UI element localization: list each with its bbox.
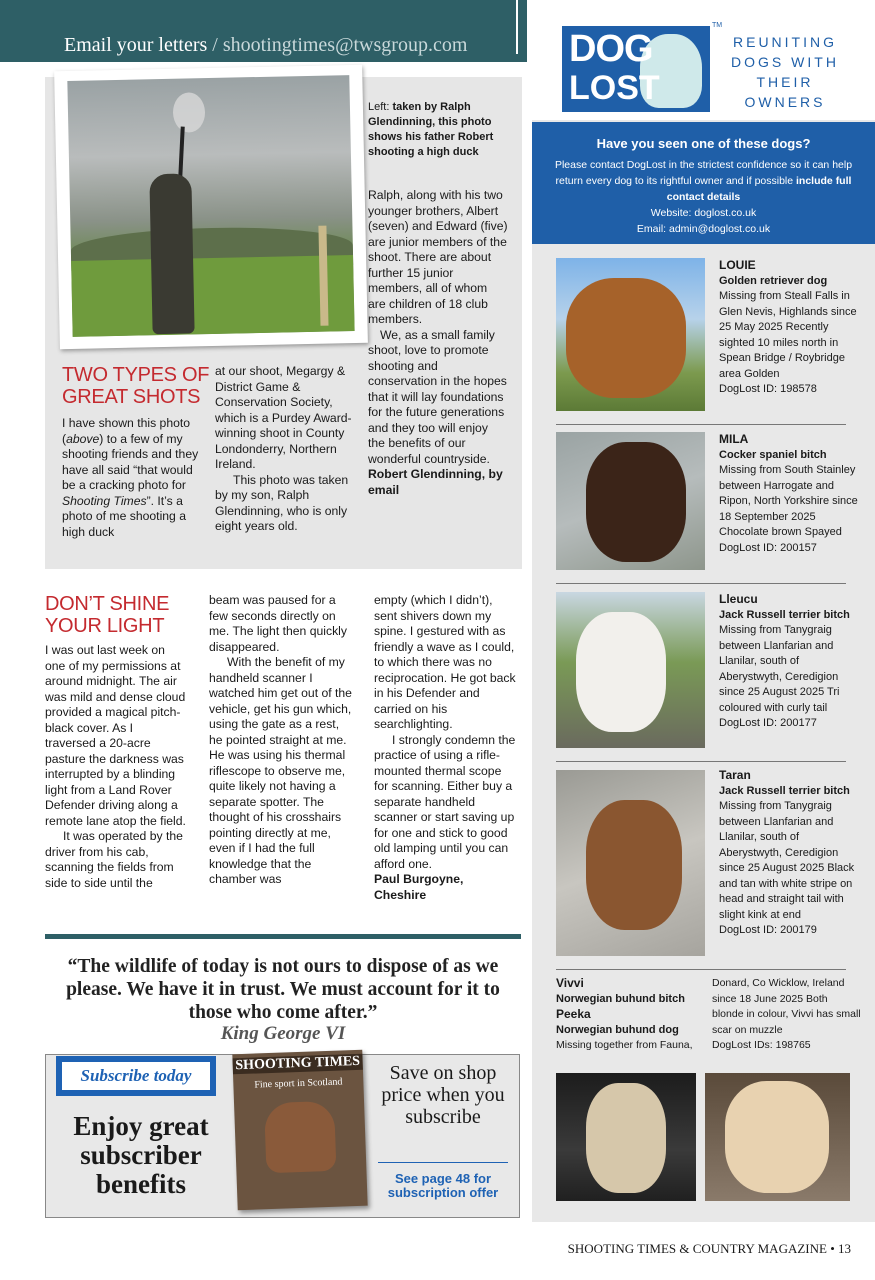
dog-entry-louie xyxy=(719,258,861,398)
letter1-col1 xyxy=(62,416,206,540)
section-divider xyxy=(45,934,521,939)
letter2-col1-para1: I was out last week on one of my permissions at around midnight. The air was mild and dense cloud provided a magical pitch-black cover. As I traversed a 20-acre pasture the darkness was interrupted by a blinding light from a Land Rover Defender driving along a remote lane atop the field. xyxy=(45,643,186,828)
quote-attribution: King George VI xyxy=(220,1023,346,1044)
dog-id: DogLost IDs: 198765 xyxy=(712,1039,811,1051)
photo-field xyxy=(71,255,355,337)
letter-photo-card xyxy=(54,65,368,349)
dog-divider xyxy=(556,969,846,970)
dog-breed: Jack Russell terrier bitch xyxy=(719,784,850,797)
letter2-col3-para1: empty (which I didn’t), sent shivers down my spine. I gestured with as friendly a wave as I could, to which there was no reciprocation. He got back in his Defender and carried on his searchlighting. xyxy=(374,593,516,731)
subscribe-tab-label[interactable]: Subscribe today xyxy=(80,1066,192,1085)
header-separator: / xyxy=(212,34,218,56)
letter1-col1-st: Shooting Times xyxy=(62,493,147,508)
subscribe-headline: Enjoy great subscriber benefits xyxy=(73,1111,209,1199)
buhund-image xyxy=(725,1081,829,1193)
dog-photo-vivvi xyxy=(556,1073,696,1201)
dog-breed: Cocker spaniel bitch xyxy=(719,448,827,461)
dog-details: Missing together from Fauna, xyxy=(556,1039,693,1051)
dog-entry-lleucu xyxy=(719,592,861,732)
doglost-email-link[interactable]: Email: admin@doglost.co.uk xyxy=(636,223,771,235)
letter1-col2 xyxy=(215,364,361,535)
letter2-col2-para2: With the benefit of my handheld scanner I watched him get out of the vehicle, get his gun which, using the gate as a rest, he pointed straight at me. He was using his thermal riflescope to observe me, quite likely not having a separate spotter. The thought of his crosshairs pointing directly at me, even if I had the full knowledge that the chamber was xyxy=(209,655,352,886)
appeal-text: Please contact DogLost in the strictest confidence so it can help return every dog to its rightful owner and if possible xyxy=(554,159,853,187)
dog-id: DogLost ID: 200157 xyxy=(719,541,817,554)
golden-retriever-image xyxy=(566,278,686,398)
letter2-col3-para2: I strongly condemn the practice of using a rifle-mounted thermal scope for scanning. Either buy a separate handheld scanner or start saving up for one and stick to good old lamping until you can afford one. xyxy=(374,732,516,871)
doglost-website-link[interactable]: Website: doglost.co.uk xyxy=(650,207,757,219)
dog-divider xyxy=(556,583,846,584)
dog-name: Taran xyxy=(719,768,751,782)
logo-trademark: TM xyxy=(712,22,723,29)
logo-dog-text: DOG xyxy=(569,28,653,70)
letter1-signature: Robert Glendinning, by email xyxy=(368,467,503,497)
dog-breed: Golden retriever dog xyxy=(719,274,828,287)
dog-name: Peeka xyxy=(556,1007,591,1021)
dog-photo-lleucu xyxy=(556,592,705,748)
dog-details: Donard, Co Wicklow, Ireland since 18 June 2025 Both blonde in colour, Vivvi has small scar on muzzle xyxy=(712,977,861,1036)
stag-image xyxy=(264,1101,336,1173)
dog-breed: Jack Russell terrier bitch xyxy=(719,608,850,621)
letter1-col1-a: I have shown this photo ( xyxy=(62,416,191,446)
header-divider xyxy=(516,0,518,54)
letter1-col3-para1: Ralph, along with his two younger brothers, Albert (seven) and Edward (five) are junior members of the shoot. There are about further 15 junior members, all of whom are children of 18 club members. xyxy=(368,188,508,326)
letter1-col3-para2: We, as a small family shoot, love to promote shooting and conservation in the hopes that it will lay foundations for the future generations and they too will enjoy the benefits of our wonderful countryside. xyxy=(368,327,507,466)
letter1-col2-para1: at our shoot, Megargy & District Game & Conservation Society, which is a Purdey Award-winning shoot in County Londonderry, Northern Ireland. xyxy=(215,364,352,471)
dog-breed: Norwegian buhund bitch xyxy=(556,992,685,1005)
dog-id: DogLost ID: 198578 xyxy=(719,383,817,395)
save-text: Save on shop price when you subscribe xyxy=(381,1062,505,1128)
dog-name: Lleucu xyxy=(719,592,758,606)
letter1-col1-b: ) to a few of my shooting friends and they have all said “that would be a cracking photo for xyxy=(62,431,199,492)
dog-entry-pair-right xyxy=(712,976,862,1054)
header-label: Email your letters xyxy=(64,34,208,56)
letter1-col3 xyxy=(368,188,508,498)
appeal-bold: include full contact details xyxy=(666,175,852,203)
cocker-spaniel-image xyxy=(586,442,686,562)
shooter-photo xyxy=(67,75,354,337)
letter2-col2-para1: beam was paused for a few seconds directly on me. The light then quickly disappeared. xyxy=(209,593,347,654)
buhund-image xyxy=(586,1083,666,1193)
letter1-col1-c: ”. It’s a photo of me shooting a high duck xyxy=(62,493,186,539)
dog-id: DogLost ID: 200179 xyxy=(719,924,817,936)
dog-photo-peeka xyxy=(705,1073,850,1201)
magazine-cover xyxy=(232,1050,367,1210)
magazine-subtitle: Fine sport in Scotland xyxy=(254,1076,343,1091)
dog-name: MILA xyxy=(719,432,749,446)
letter1-col1-above: above xyxy=(66,431,100,446)
letter2-signature: Paul Burgoyne, Cheshire xyxy=(374,872,464,902)
save-divider xyxy=(378,1162,508,1163)
header-email-link[interactable]: shootingtimes@twsgroup.com xyxy=(222,34,468,56)
caption-lead: Left: xyxy=(368,101,390,113)
letter2-col1-para2: It was operated by the driver from his cab, scanning the fields from side to side until the xyxy=(45,829,183,890)
photo-shooter xyxy=(149,173,194,334)
letter2-headline-line2: YOUR LIGHT xyxy=(45,615,165,637)
pull-quote: “The wildlife of today is not ours to dispose of as we please. We have it in trust. We must account for it to those who come after.” xyxy=(66,956,500,1023)
page-footer: SHOOTING TIMES & COUNTRY MAGAZINE • 13 xyxy=(567,1241,851,1256)
letter2-headline-line1: DON’T SHINE xyxy=(45,593,170,615)
dog-details: Missing from Tanygraig between Llanfarian and Llanilar, south of Aberystwyth, Ceredigion since 25 August 2025 Tri coloured with curly tail xyxy=(719,624,840,714)
dog-details: Missing from Steall Falls in Glen Nevis, Highlands since 25 May 2025 Recently sighted 10 miles north in Spean Bridge / Roybridge area Golden xyxy=(719,290,857,380)
see-page-link[interactable]: See page 48 for subscription offer xyxy=(387,1171,499,1200)
dog-photo-mila xyxy=(556,432,705,570)
dog-entry-pair-left xyxy=(556,976,701,1054)
gun-smoke xyxy=(173,92,206,133)
dog-id: DogLost ID: 200177 xyxy=(719,717,817,729)
dog-divider xyxy=(556,424,846,425)
letter2-col2 xyxy=(209,593,353,888)
dog-breed: Norwegian buhund dog xyxy=(556,1023,679,1036)
dog-name: LOUIE xyxy=(719,258,756,272)
caption-bold: taken by Ralph Glendinning, this photo shows his father Robert shooting a high duck xyxy=(368,101,494,158)
appeal-body xyxy=(550,157,857,237)
logo-lost-text: LOST xyxy=(569,69,660,107)
header-email-line xyxy=(64,34,467,57)
letter1-col2-para2: This photo was taken by my son, Ralph Glendinning, who is only eight years old. xyxy=(215,472,349,533)
dog-photo-taran xyxy=(556,770,705,956)
jack-russell-image xyxy=(576,612,666,732)
dog-divider xyxy=(556,761,846,762)
jack-russell-image xyxy=(586,800,682,930)
dog-entry-taran xyxy=(719,768,861,939)
letter2-col1 xyxy=(45,643,187,891)
photo-caption xyxy=(368,100,508,160)
letter1-headline xyxy=(62,364,212,408)
letter2-col3 xyxy=(374,593,516,903)
dog-details: Missing from South Stainley between Harrogate and Ripon, North Yorkshire since 18 September 2025 Chocolate brown Spayed xyxy=(719,464,858,538)
letter1-headline-line1: TWO TYPES OF xyxy=(62,364,210,386)
letter2-headline xyxy=(45,593,195,637)
magazine-title: SHOOTING TIMES xyxy=(232,1054,362,1075)
dog-details: Missing from Tanygraig between Llanfarian and Llanilar, south of Aberystwyth, Ceredigion since 25 August 2025 Black and tan with white stripe on head and straight tail with slight kink at end xyxy=(719,800,855,921)
doglost-tagline: REUNITING DOGS WITH THEIR OWNERS xyxy=(731,34,839,110)
dog-name: Vivvi xyxy=(556,976,584,990)
dog-photo-louie xyxy=(556,258,705,411)
dog-entry-mila xyxy=(719,432,861,556)
letter1-headline-line2: GREAT SHOTS xyxy=(62,386,201,408)
appeal-headline: Have you seen one of these dogs? xyxy=(596,136,811,151)
